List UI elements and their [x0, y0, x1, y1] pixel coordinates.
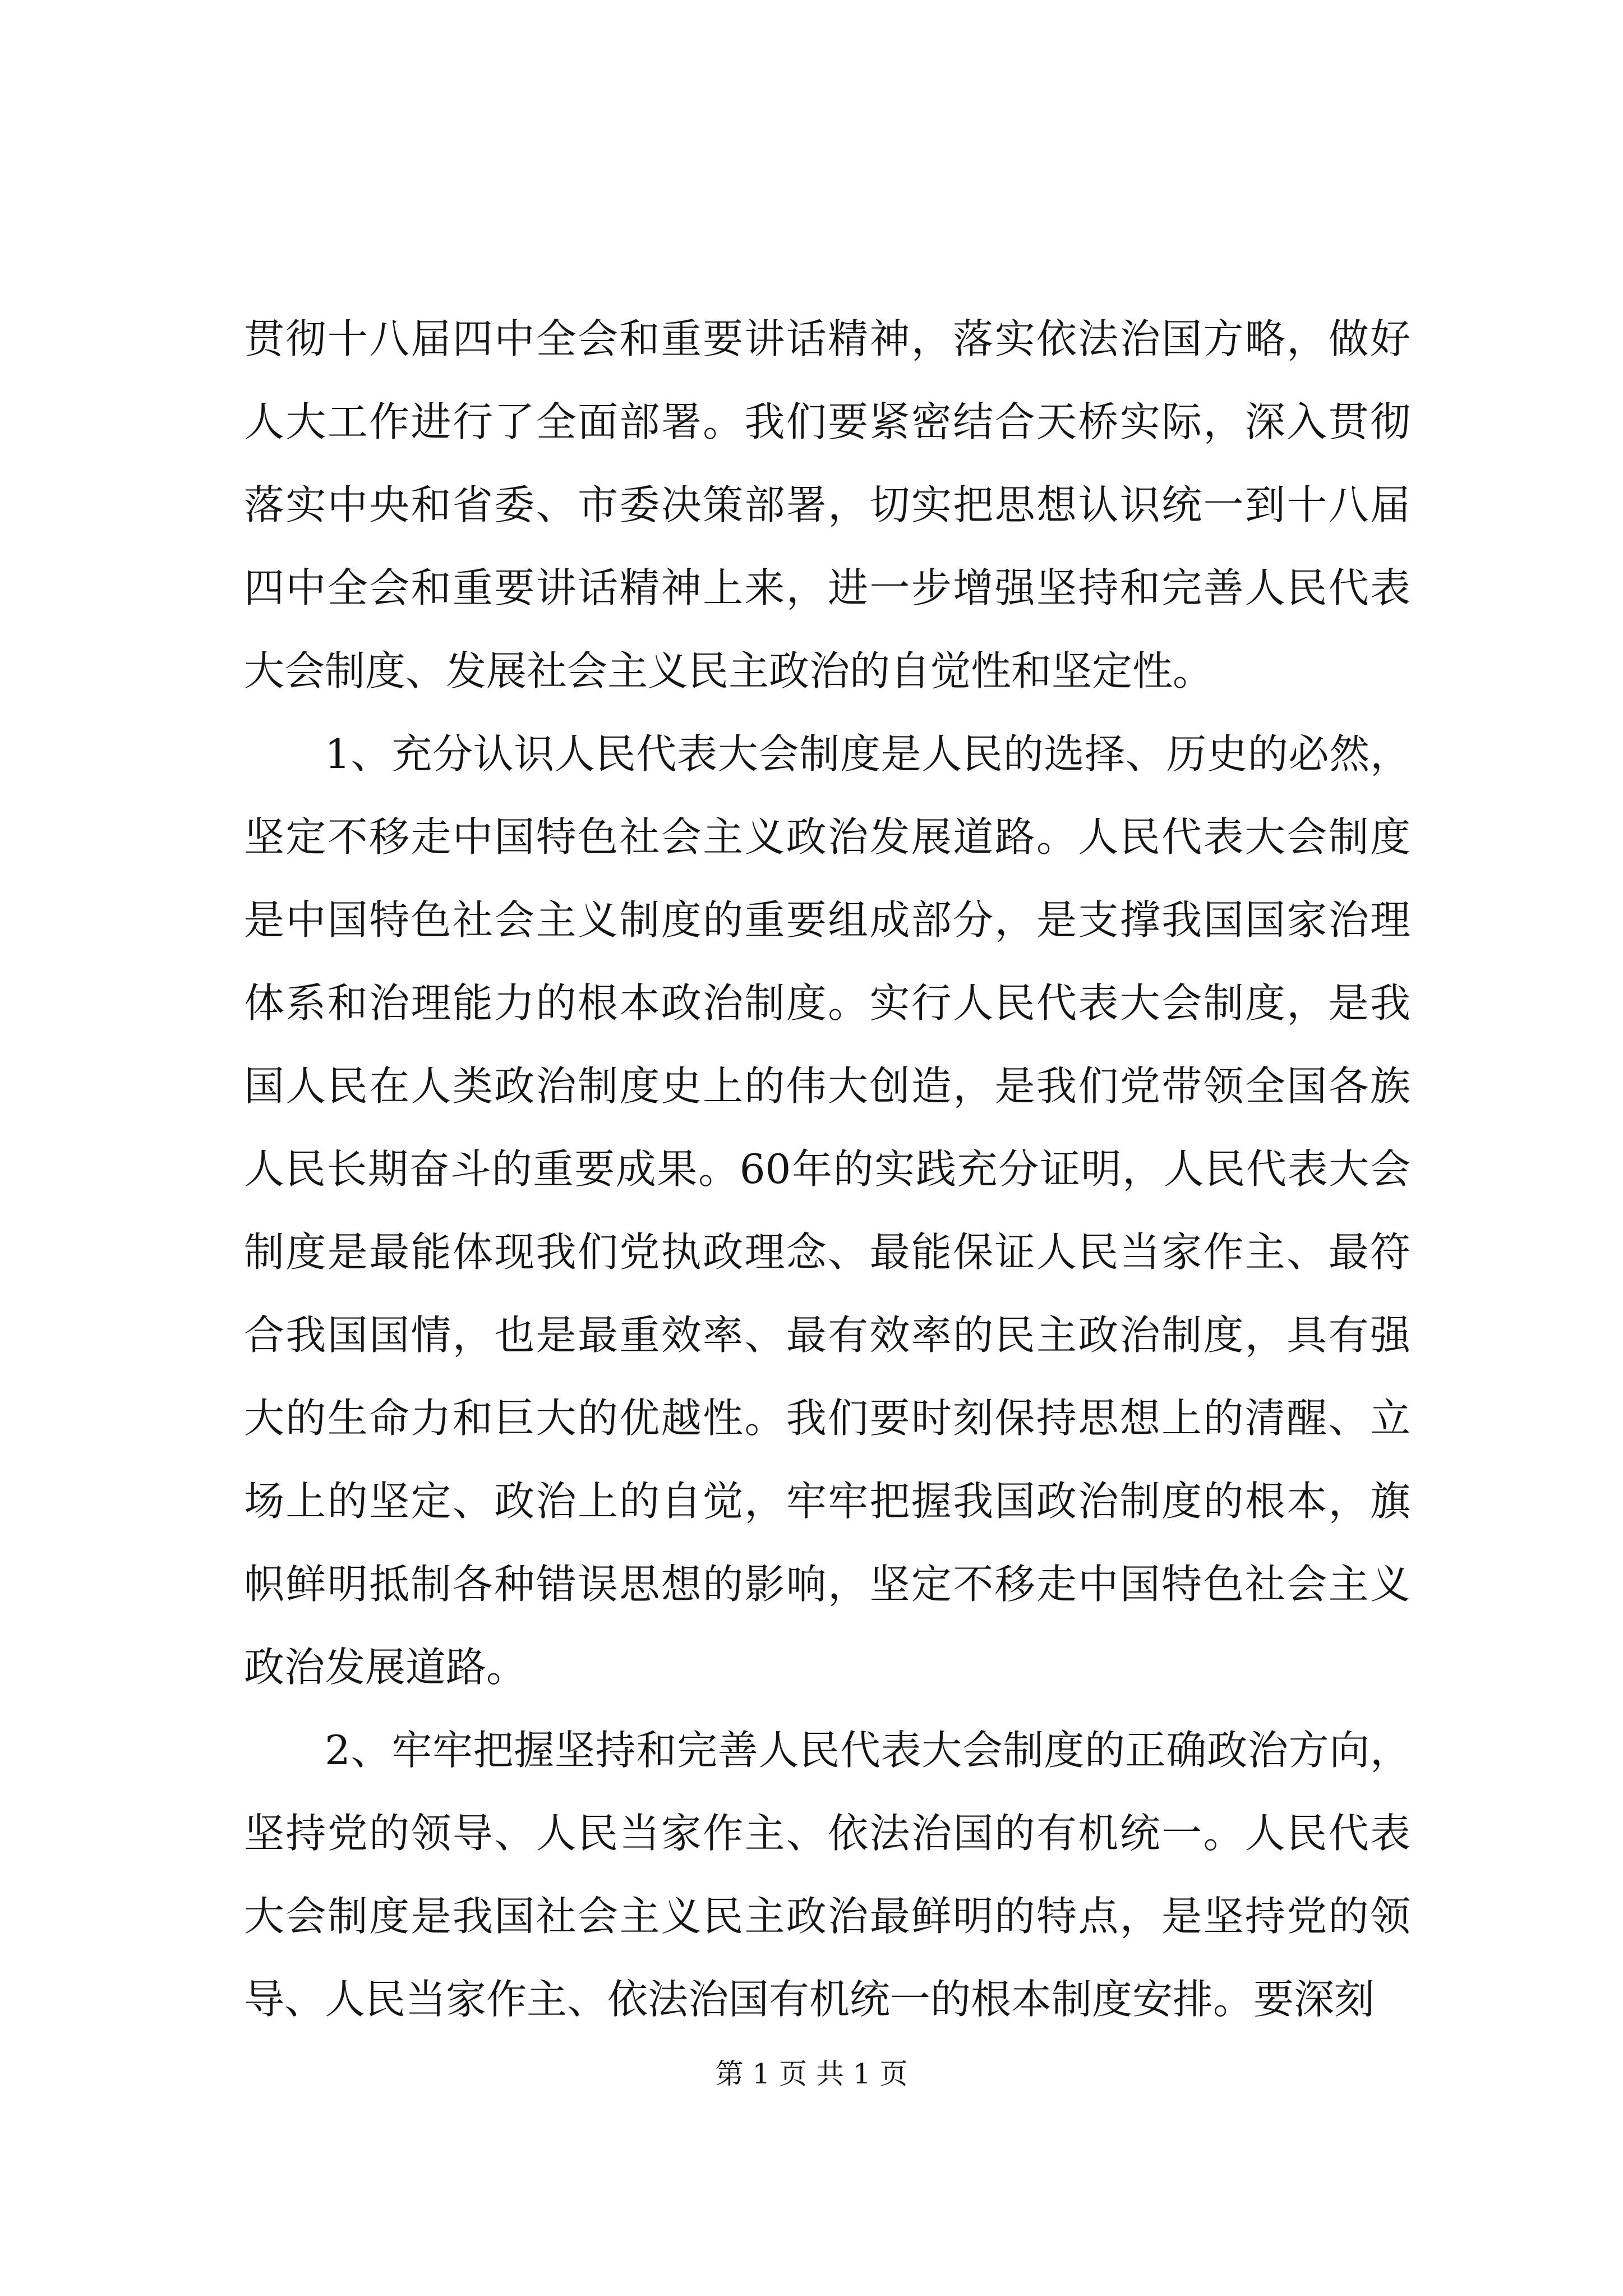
paragraph-point-1: 1、充分认识人民代表大会制度是人民的选择、历史的必然，坚定不移走中国特色社会主义政治发展道路。人民代表大会制度是中国特色社会主义制度的重要组成部分，是支撑我国国家治理体系和治理能力的根本政治制度。实行人民代表大会制度，是我国人民在人类政治制度史上的伟大创造，是我们党带领全国各族人民长期奋斗的重要成果。60年的实践充分证明，人民代表大会制度是最能体现我们党执政理念、最能保证人民当家作主、最符合我国国情，也是最重效率、最有效率的民主政治制度，具有强大的生命力和巨大的优越性。我们要时刻保持思想上的清醒、立场上的坚定、政治上的自觉，牢牢把握我国政治制度的根本，旗帜鲜明抵制各种错误思想的影响，坚定不移走中国特色社会主义政治发展道路。 — [244, 730, 1410, 1691]
paragraph-intro: 贯彻十八届四中全会和重要讲话精神，落实依法治国方略，做好人大工作进行了全面部署。我们要紧密结合天桥实际，深入贯彻落实中央和省委、市委决策部署，切实把思想认识统一到十八届四中全会和重要讲话精神上来，进一步增强坚持和完善人民代表大会制度、发展社会主义民主政治的自觉性和坚定性。 — [244, 315, 1410, 694]
document-body — [244, 297, 1410, 2041]
paragraph-point-2: 2、牢牢把握坚持和完善人民代表大会制度的正确政治方向，坚持党的领导、人民当家作主、依法治国的有机统一。人民代表大会制度是我国社会主义民主政治最鲜明的特点，是坚持党的领导、人民当家作主、依法治国有机统一的根本制度安排。要深刻 — [244, 1727, 1410, 2023]
page-footer: 第 1 页 共 1 页 — [715, 2058, 908, 2090]
